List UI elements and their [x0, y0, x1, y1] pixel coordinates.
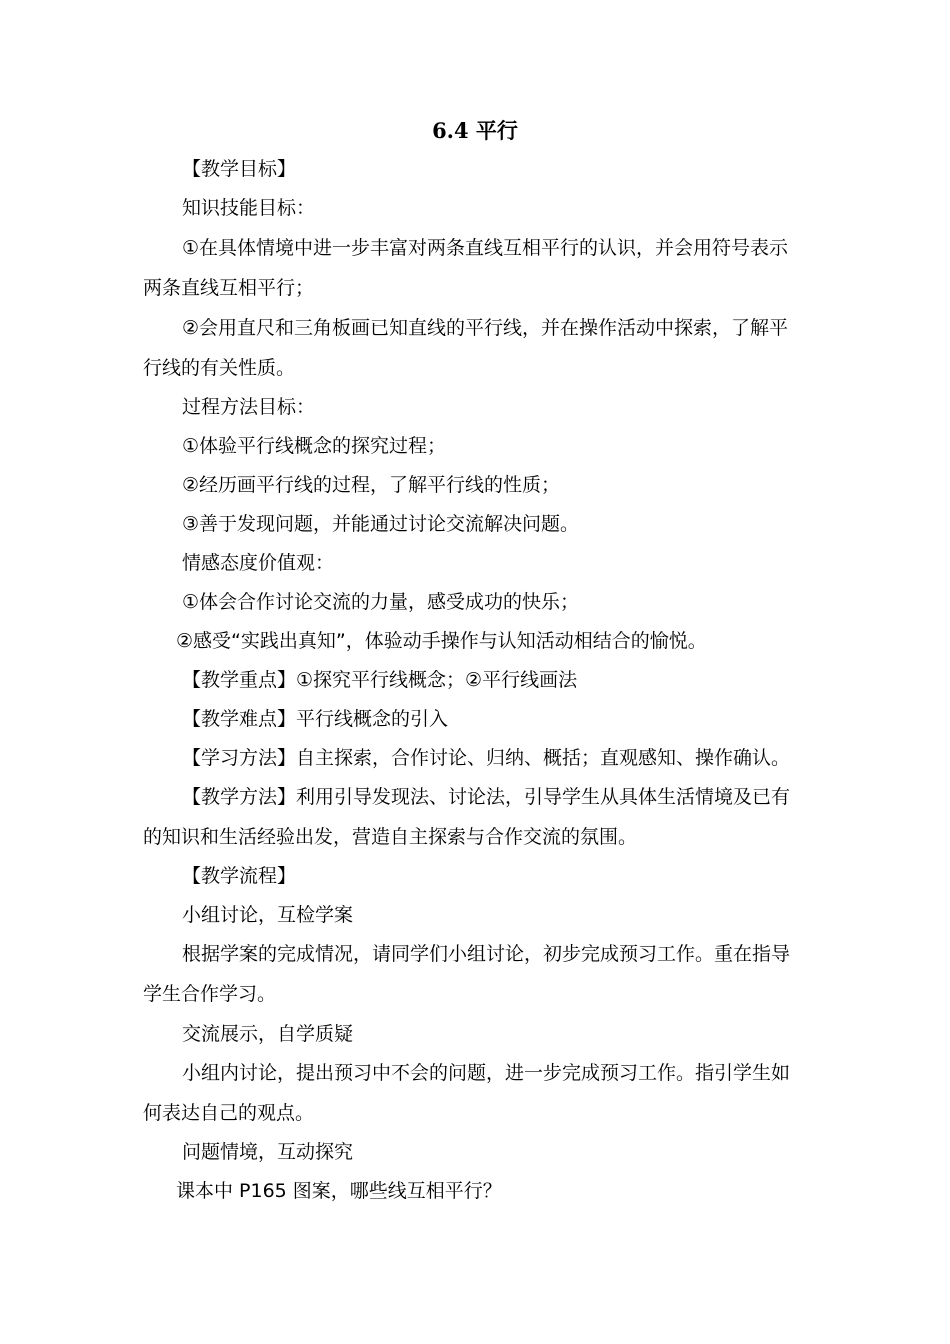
paragraph-line: ①体验平行线概念的探究过程； [182, 435, 447, 457]
page-title: 6.4 平行 [432, 118, 518, 143]
section-heading-key-points: 【教学重点】①探究平行线概念；②平行线画法 [182, 669, 578, 691]
subheading-emotion-values: 情感态度价值观： [182, 552, 335, 574]
section-heading-teaching-methods: 【教学方法】利用引导发现法、讨论法，引导学生从具体生活情境及已有 [182, 786, 791, 808]
paragraph-line: 的知识和生活经验出发，营造自主探索与合作交流的氛围。 [143, 826, 638, 848]
section-heading-teaching-process: 【教学流程】 [182, 865, 297, 887]
paragraph-line: 根据学案的完成情况，请同学们小组讨论，初步完成预习工作。重在指导 [182, 943, 791, 965]
subheading-exchange-display: 交流展示，自学质疑 [182, 1023, 354, 1045]
paragraph-line: 行线的有关性质。 [143, 357, 296, 379]
paragraph-line: ②感受“实践出真知”，体验动手操作与认知活动相结合的愉悦。 [176, 630, 707, 652]
subheading-group-discussion: 小组讨论，互检学案 [182, 904, 354, 926]
subheading-process-methods: 过程方法目标： [182, 396, 316, 418]
subheading-knowledge-skills: 知识技能目标： [182, 197, 316, 219]
section-heading-difficult-points: 【教学难点】平行线概念的引入 [182, 708, 449, 730]
paragraph-line: ②会用直尺和三角板画已知直线的平行线，并在操作活动中探索，了解平 [182, 317, 789, 339]
paragraph-line: 何表达自己的观点。 [143, 1102, 315, 1124]
paragraph-line: 小组内讨论，提出预习中不会的问题，进一步完成预习工作。指引学生如 [182, 1062, 791, 1084]
section-heading-teaching-goals: 【教学目标】 [182, 158, 297, 180]
paragraph-line: 两条直线互相平行； [143, 277, 315, 299]
paragraph-line: 课本中 P165 图案，哪些线互相平行？ [176, 1180, 502, 1202]
paragraph-line: ②经历画平行线的过程，了解平行线的性质； [182, 474, 561, 496]
paragraph-line: ①体会合作讨论交流的力量，感受成功的快乐； [182, 591, 580, 613]
paragraph-line: 学生合作学习。 [143, 983, 277, 1005]
paragraph-line: ③善于发现问题，并能通过讨论交流解决问题。 [182, 513, 580, 535]
section-heading-learning-methods: 【学习方法】自主探索，合作讨论、归纳、概括；直观感知、操作确认。 [182, 747, 791, 769]
paragraph-line: ①在具体情境中进一步丰富对两条直线互相平行的认识，并会用符号表示 [182, 237, 789, 259]
subheading-problem-situation: 问题情境，互动探究 [182, 1141, 354, 1163]
